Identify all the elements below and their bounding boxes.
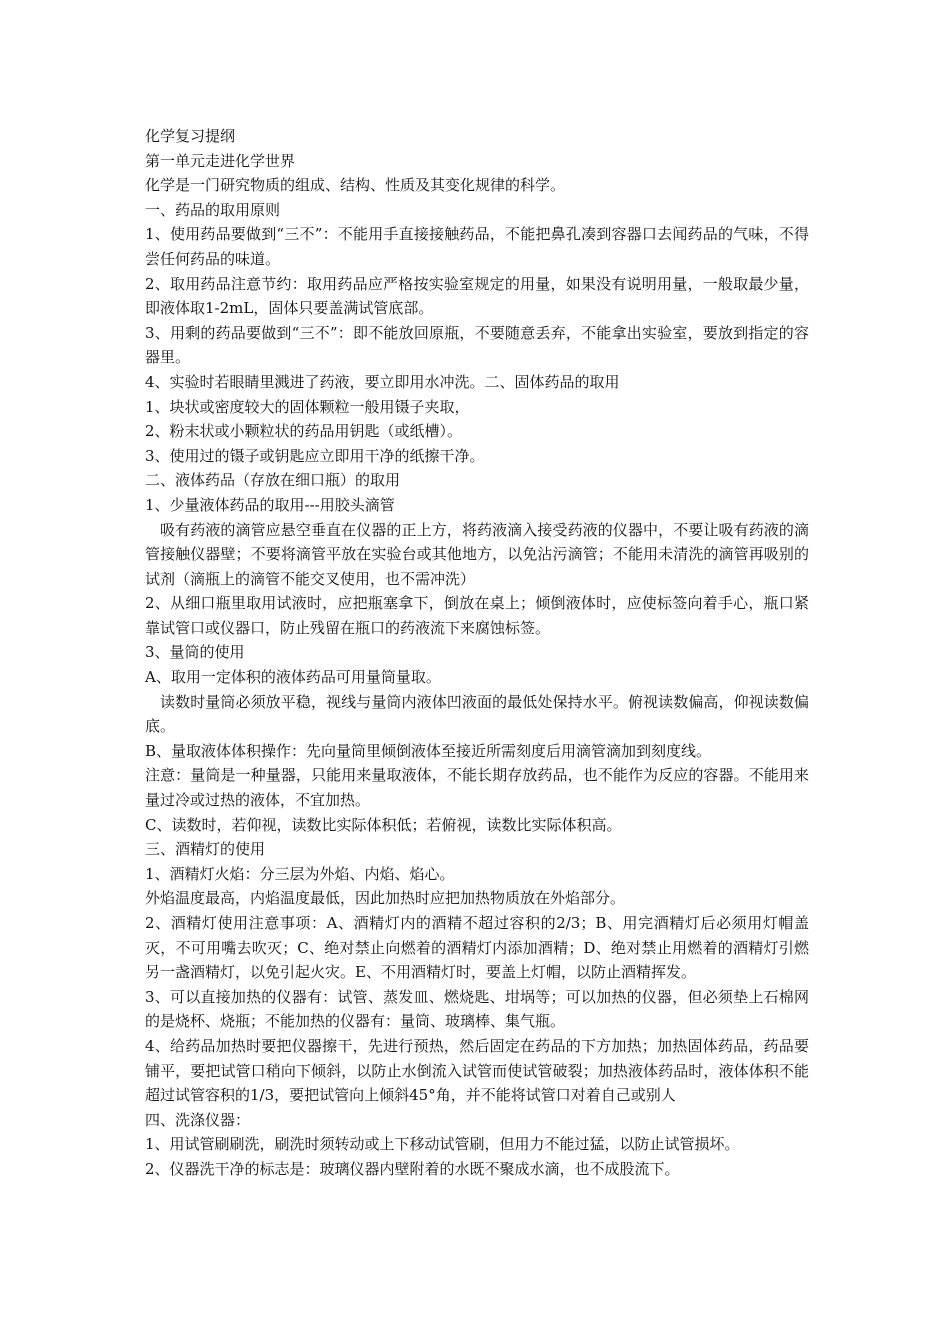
paragraph: 4、给药品加热时要把仪器擦干，先进行预热，然后固定在药品的下方加热；加热固体药品，药品要铺平，要把试管口稍向下倾斜，以防止水倒流入试管而使试管破裂；加热液体药品时，液体体积不能超过试管容积的1/3，要把试管向上倾斜45°角，并不能将试管口对着自己或别人 (145, 1036, 809, 1105)
paragraph: 1、用试管刷刷洗，刷洗时须转动或上下移动试管刷，但用力不能过猛，以防止试管损坏。 (145, 1135, 740, 1154)
section-heading: 二、液体药品（存放在细口瓶）的取用 (145, 471, 401, 490)
paragraph: 外焰温度最高，内焰温度最低，因此加热时应把加热物质放在外焰部分。 (145, 889, 626, 908)
paragraph: 1、少量液体药品的取用---用胶头滴管 (145, 495, 395, 514)
paragraph: A、取用一定体积的液体药品可用量筒量取。 (145, 668, 441, 687)
paragraph: 4、实验时若眼睛里溅进了药液，要立即用水冲洗。二、固体药品的取用 (145, 372, 620, 391)
paragraph: 2、粉末状或小颗粒状的药品用钥匙（或纸槽）。 (145, 422, 463, 441)
paragraph: B、量取液体体积操作：先向量筒里倾倒液体至接近所需刻度后用滴管滴加到刻度线。 (145, 741, 712, 760)
paragraph: 1、块状或密度较大的固体颗粒一般用镊子夹取， (145, 397, 470, 416)
document-body (145, 124, 809, 1182)
section-heading: 四、洗涤仪器： (145, 1110, 251, 1129)
paragraph: 2、仪器洗干净的标志是：玻璃仪器内壁附着的水既不聚成水滴，也不成股流下。 (145, 1159, 680, 1178)
paragraph: 读数时量筒必须放平稳，视线与量筒内液体凹液面的最低处保持水平。俯视读数偏高，仰视读数偏底。 (145, 692, 809, 736)
paragraph: 注意：量筒是一种量器，只能用来量取液体，不能长期存放药品，也不能作为反应的容器。不能用来量过冷或过热的液体，不宜加热。 (145, 766, 809, 810)
paragraph: C、读数时，若仰视，读数比实际体积低；若俯视，读数比实际体积高。 (145, 815, 622, 834)
paragraph: 1、酒精灯火焰：分三层为外焰、内焰、焰心。 (145, 864, 455, 883)
paragraph: 吸有药液的滴管应悬空垂直在仪器的正上方，将药液滴入接受药液的仪器中，不要让吸有药液的滴管接触仪器壁；不要将滴管平放在实验台或其他地方，以免沾污滴管；不能用未清洗的滴管再吸别的试剂（滴瓶上的滴管不能交叉使用，也不需冲洗） (145, 520, 809, 588)
paragraph: 3、用剩的药品要做到“三不”：即不能放回原瓶，不要随意丢弃，不能拿出实验室，要放到指定的容器里。 (145, 323, 809, 367)
paragraph: 3、量筒的使用 (145, 643, 245, 662)
paragraph: 2、取用药品注意节约：取用药品应严格按实验室规定的用量，如果没有说明用量，一般取最少量，即液体取1-2mL，固体只要盖满试管底部。 (145, 274, 809, 318)
paragraph: 3、可以直接加热的仪器有：试管、蒸发皿、燃烧匙、坩埚等；可以加热的仪器，但必须垫上石棉网的是烧杯、烧瓶；不能加热的仪器有：量筒、玻璃棒、集气瓶。 (145, 987, 809, 1031)
paragraph: 化学是一门研究物质的组成、结构、性质及其变化规律的科学。 (145, 176, 566, 195)
unit-heading: 第一单元走进化学世界 (145, 151, 296, 170)
paragraph: 2、从细口瓶里取用试液时，应把瓶塞拿下，倒放在桌上；倾倒液体时，应使标签向着手心，瓶口紧靠试管口或仪器口，防止残留在瓶口的药液流下来腐蚀标签。 (145, 594, 809, 637)
paragraph: 3、使用过的镊子或钥匙应立即用干净的纸擦干净。 (145, 446, 485, 465)
section-heading: 一、药品的取用原则 (145, 200, 281, 219)
document-title: 化学复习提纲 (145, 127, 236, 145)
section-heading: 三、酒精灯的使用 (145, 840, 266, 859)
paragraph: 2、酒精灯使用注意事项：A、酒精灯内的酒精不超过容积的2/3；B、用完酒精灯后必须用灯帽盖灭，不可用嘴去吹灭；C、绝对禁止向燃着的酒精灯内添加酒精；D、绝对禁止用燃着的酒精灯引燃另一盏酒精灯，以免引起火灾。E、不用酒精灯时，要盖上灯帽，以防止酒精挥发。 (145, 914, 809, 982)
paragraph: 1、使用药品要做到“三不”：不能用手直接接触药品，不能把鼻孔凑到容器口去闻药品的气味，不得尝任何药品的味道。 (145, 225, 809, 268)
